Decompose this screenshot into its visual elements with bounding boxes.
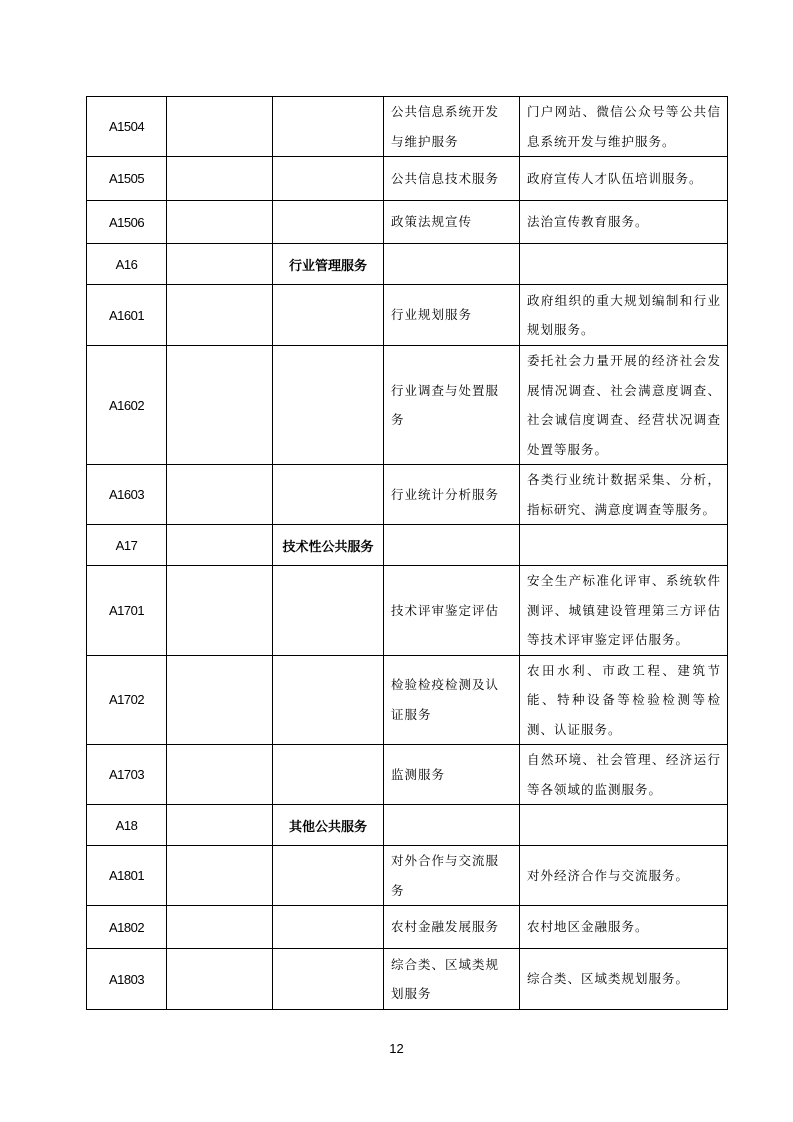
code-cell: A1505 <box>87 157 167 201</box>
table-row <box>87 846 728 906</box>
category-cell <box>167 465 273 525</box>
table-row <box>87 97 728 157</box>
category-cell <box>167 97 273 157</box>
subcategory-cell <box>273 346 384 465</box>
subcategory-cell <box>273 157 384 201</box>
table-row <box>87 805 728 846</box>
category-cell <box>167 201 273 244</box>
table-row <box>87 346 728 465</box>
category-cell <box>167 846 273 906</box>
item-cell <box>384 805 520 846</box>
description-cell: 政府组织的重大规划编制和行业规划服务。 <box>520 285 728 346</box>
item-cell: 综合类、区域类规划服务 <box>384 949 520 1010</box>
table-row <box>87 285 728 346</box>
category-cell <box>167 906 273 949</box>
code-cell: A16 <box>87 244 167 285</box>
description-cell: 对外经济合作与交流服务。 <box>520 846 728 906</box>
subcategory-cell <box>273 285 384 346</box>
subcategory-cell <box>273 906 384 949</box>
item-cell: 对外合作与交流服务 <box>384 846 520 906</box>
item-cell: 行业调查与处置服务 <box>384 346 520 465</box>
item-cell: 行业统计分析服务 <box>384 465 520 525</box>
subcategory-cell <box>273 97 384 157</box>
page-number: 12 <box>389 1041 404 1056</box>
description-cell: 农田水利、市政工程、建筑节能、特种设备等检验检测等检测、认证服务。 <box>520 655 728 745</box>
item-cell: 政策法规宣传 <box>384 201 520 244</box>
code-cell: A1701 <box>87 566 167 656</box>
item-cell: 监测服务 <box>384 745 520 805</box>
table-row <box>87 566 728 656</box>
code-cell: A1703 <box>87 745 167 805</box>
description-cell: 门户网站、微信公众号等公共信息系统开发与维护服务。 <box>520 97 728 157</box>
service-catalog-table <box>86 96 728 1010</box>
code-cell: A1802 <box>87 906 167 949</box>
code-cell: A1603 <box>87 465 167 525</box>
table-row <box>87 157 728 201</box>
subcategory-cell <box>273 201 384 244</box>
subcategory-cell <box>273 465 384 525</box>
subcategory-cell <box>273 655 384 745</box>
code-cell: A1504 <box>87 97 167 157</box>
item-cell: 公共信息技术服务 <box>384 157 520 201</box>
description-cell: 综合类、区域类规划服务。 <box>520 949 728 1010</box>
table-row <box>87 655 728 745</box>
category-cell <box>167 157 273 201</box>
item-cell <box>384 244 520 285</box>
subcategory-label: 技术性公共服务 <box>282 539 374 555</box>
category-cell <box>167 745 273 805</box>
table-body <box>87 97 728 1010</box>
table-row <box>87 906 728 949</box>
description-cell: 农村地区金融服务。 <box>520 906 728 949</box>
subcategory-cell <box>273 745 384 805</box>
code-cell: A1601 <box>87 285 167 346</box>
item-cell: 公共信息系统开发与维护服务 <box>384 97 520 157</box>
code-cell: A1803 <box>87 949 167 1010</box>
description-cell <box>520 244 728 285</box>
description-cell: 自然环境、社会管理、经济运行等各领域的监测服务。 <box>520 745 728 805</box>
code-cell: A1702 <box>87 655 167 745</box>
category-cell <box>167 244 273 285</box>
category-cell <box>167 805 273 846</box>
description-cell <box>520 805 728 846</box>
subcategory-label: 行业管理服务 <box>288 258 367 274</box>
subcategory-cell <box>273 949 384 1010</box>
table-row <box>87 244 728 285</box>
table-row <box>87 525 728 566</box>
code-cell: A1506 <box>87 201 167 244</box>
description-cell: 政府宣传人才队伍培训服务。 <box>520 157 728 201</box>
category-cell <box>167 566 273 656</box>
subcategory-cell <box>273 805 384 846</box>
description-cell: 法治宣传教育服务。 <box>520 201 728 244</box>
subcategory-cell <box>273 525 384 566</box>
description-cell <box>520 525 728 566</box>
category-cell <box>167 346 273 465</box>
code-cell: A18 <box>87 805 167 846</box>
item-cell <box>384 525 520 566</box>
category-cell <box>167 525 273 566</box>
subcategory-cell <box>273 244 384 285</box>
category-cell <box>167 949 273 1010</box>
description-cell: 委托社会力量开展的经济社会发展情况调查、社会满意度调查、社会诚信度调查、经营状况调查处置等服务。 <box>520 346 728 465</box>
code-cell: A1602 <box>87 346 167 465</box>
code-cell: A1801 <box>87 846 167 906</box>
category-cell <box>167 655 273 745</box>
code-cell: A17 <box>87 525 167 566</box>
category-cell <box>167 285 273 346</box>
item-cell: 农村金融发展服务 <box>384 906 520 949</box>
description-cell: 安全生产标准化评审、系统软件测评、城镇建设管理第三方评估等技术评审鉴定评估服务。 <box>520 566 728 656</box>
description-cell: 各类行业统计数据采集、分析，指标研究、满意度调查等服务。 <box>520 465 728 525</box>
table-row <box>87 201 728 244</box>
table-row <box>87 949 728 1010</box>
subcategory-label: 其他公共服务 <box>288 819 367 835</box>
item-cell: 检验检疫检测及认证服务 <box>384 655 520 745</box>
table-row <box>87 745 728 805</box>
item-cell: 技术评审鉴定评估 <box>384 566 520 656</box>
table-row <box>87 465 728 525</box>
subcategory-cell <box>273 566 384 656</box>
item-cell: 行业规划服务 <box>384 285 520 346</box>
subcategory-cell <box>273 846 384 906</box>
